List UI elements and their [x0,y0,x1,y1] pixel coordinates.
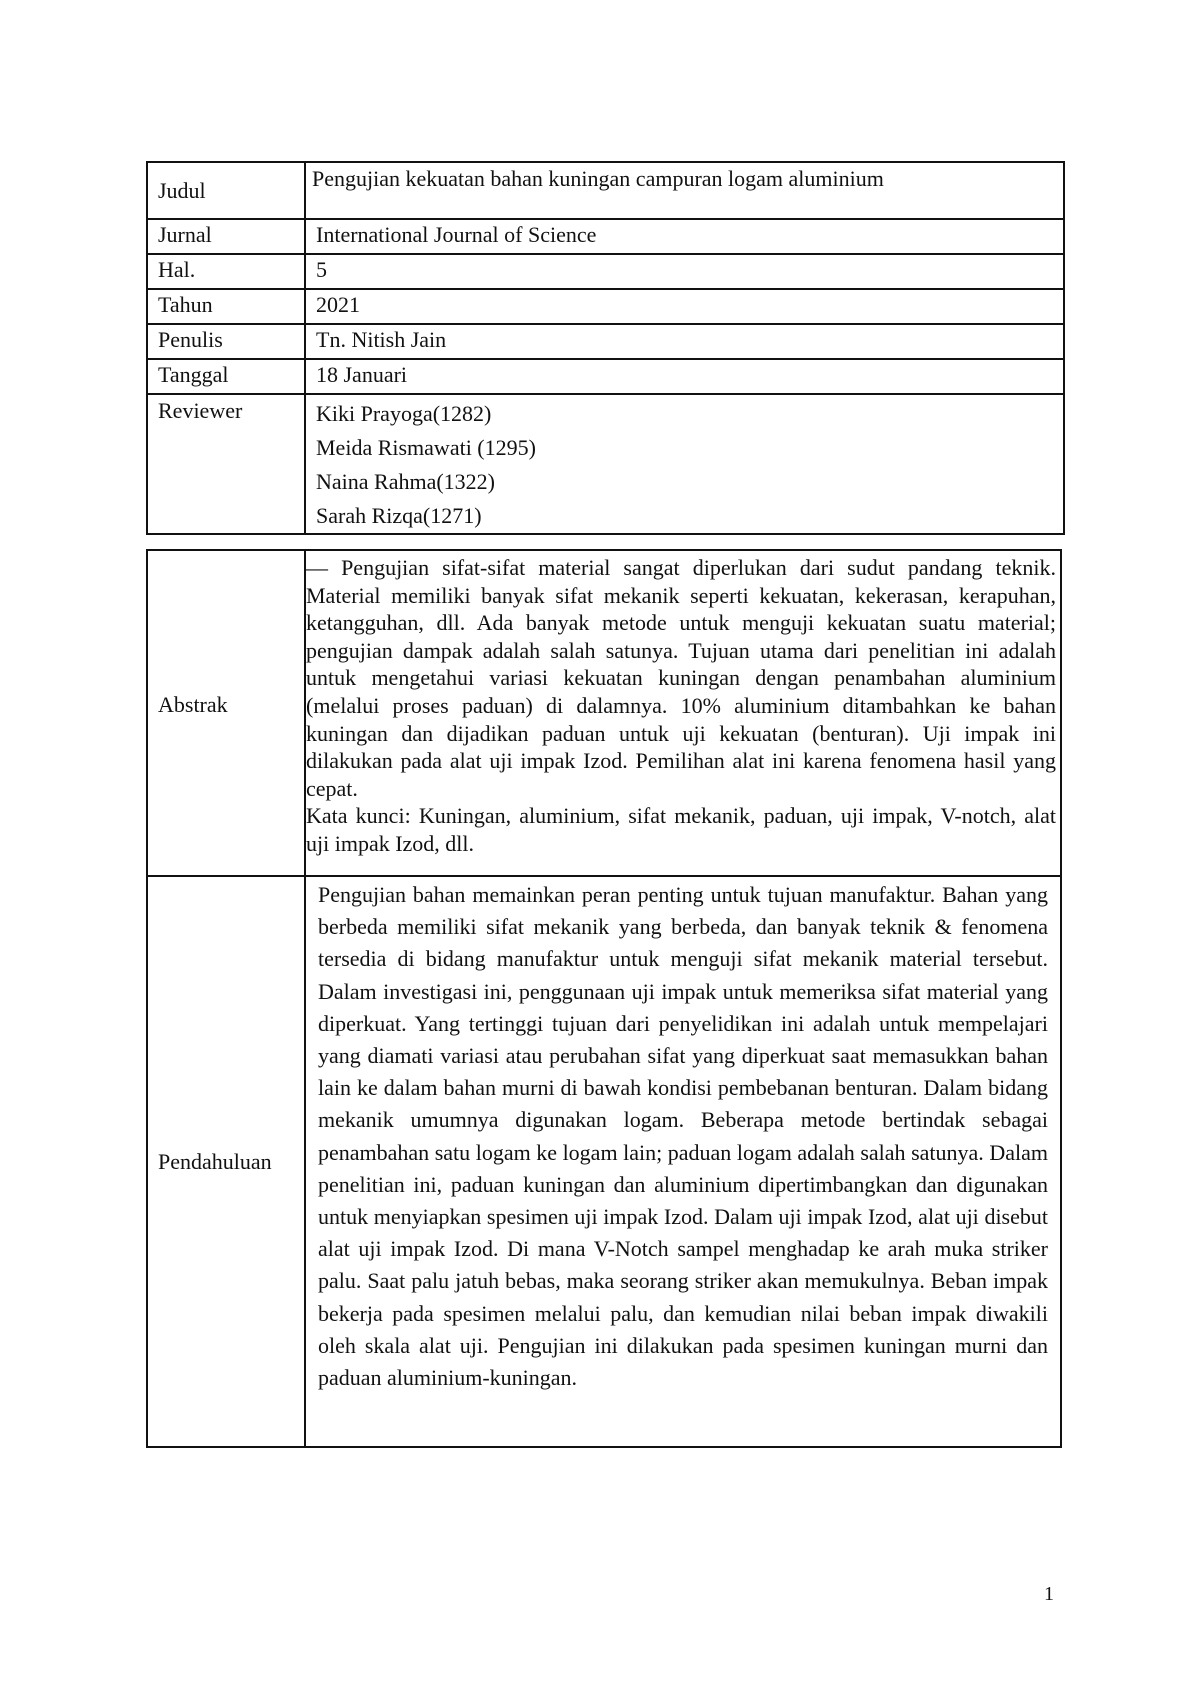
penulis-value: Tn. Nitish Jain [305,324,1064,359]
pendahuluan-label: Pendahuluan [147,876,305,1447]
tahun-value: 2021 [305,289,1064,324]
reviewer-list [305,394,1064,534]
tanggal-value: 18 Januari [305,359,1064,394]
metadata-row-penulis [147,324,1064,359]
reviewer-item: Kiki Prayoga(1282) [316,401,492,426]
reviewer-item: Meida Rismawati (1295) [316,435,536,460]
tahun-label: Tahun [147,289,305,324]
metadata-row-reviewer [147,394,1064,534]
abstrak-label: Abstrak [147,550,305,876]
content-row-abstrak [147,550,1061,876]
reviewer-item: Naina Rahma(1322) [316,469,495,494]
jurnal-label: Jurnal [147,219,305,254]
metadata-row-tanggal [147,359,1064,394]
abstrak-cell [305,550,1061,876]
metadata-row-hal [147,254,1064,289]
kata-kunci-text: Kata kunci: Kuningan, aluminium, sifat mekanik, paduan, uji impak, V-notch, alat uji impak Izod, dll. [306,803,1056,856]
hal-label: Hal. [147,254,305,289]
content-row-pendahuluan [147,876,1061,1447]
pendahuluan-text: Pengujian bahan memainkan peran penting untuk tujuan manufaktur. Bahan yang berbeda memiliki sifat mekanik yang berbeda, dan banyak teknik & fenomena tersedia di bidang manufaktur untuk menguji sifat mekanik material tersebut. Dalam investigasi ini, penggunaan uji impak untuk memeriksa sifat material yang diperkuat. Yang tertinggi tujuan dari penyelidikan ini adalah untuk mempelajari yang diamati variasi atau perubahan sifat yang diperkuat saat memasukkan bahan lain ke dalam bahan murni di bawah kondisi pembebanan benturan. Dalam bidang mekanik umumnya digunakan logam. Beberapa metode bertindak sebagai penambahan satu logam ke logam lain; paduan logam adalah salah satunya. Dalam penelitian ini, paduan kuningan dan aluminium dipertimbangkan dan digunakan untuk menyiapkan spesimen uji impak Izod. Dalam uji impak Izod, alat uji disebut alat uji impak Izod. Di mana V-Notch sampel menghadap ke arah muka striker palu. Saat palu jatuh bebas, maka seorang striker akan memukulnya. Beban impak bekerja pada spesimen melalui palu, dan kemudian nilai beban impak diwakili oleh skala alat uji. Pengujian ini dilakukan pada spesimen kuningan murni dan paduan aluminium-kuningan. [305,876,1061,1447]
reviewer-label: Reviewer [147,394,305,534]
judul-value: Pengujian kekuatan bahan kuningan campuran logam aluminium [305,162,1064,219]
metadata-row-tahun [147,289,1064,324]
tanggal-label: Tanggal [147,359,305,394]
judul-label: Judul [147,162,305,219]
reviewer-item: Sarah Rizqa(1271) [316,503,482,528]
jurnal-value: International Journal of Science [305,219,1064,254]
penulis-label: Penulis [147,324,305,359]
metadata-row-jurnal [147,219,1064,254]
document-metadata-table [146,161,1065,535]
abstrak-text: — Pengujian sifat-sifat material sangat diperlukan dari sudut pandang teknik. Material memiliki banyak sifat mekanik seperti kekuatan, kekerasan, kerapuhan, ketangguhan, dll. Ada banyak metode untuk menguji kekuatan suatu material; pengujian dampak adalah salah satunya. Tujuan utama dari penelitian ini adalah untuk mengetahui variasi kekuatan kuningan dengan penambahan aluminium (melalui proses paduan) di dalamnya. 10% aluminium ditambahkan ke bahan kuningan dan dijadikan paduan untuk uji kekuatan (benturan). Uji impak ini dilakukan pada alat uji impak Izod. Pemilihan alat ini karena fenomena hasil yang cepat. [306,555,1056,801]
metadata-row-judul [147,162,1064,219]
page-number: 1 [1044,1583,1054,1605]
review-content-table [146,549,1062,1448]
hal-value: 5 [305,254,1064,289]
